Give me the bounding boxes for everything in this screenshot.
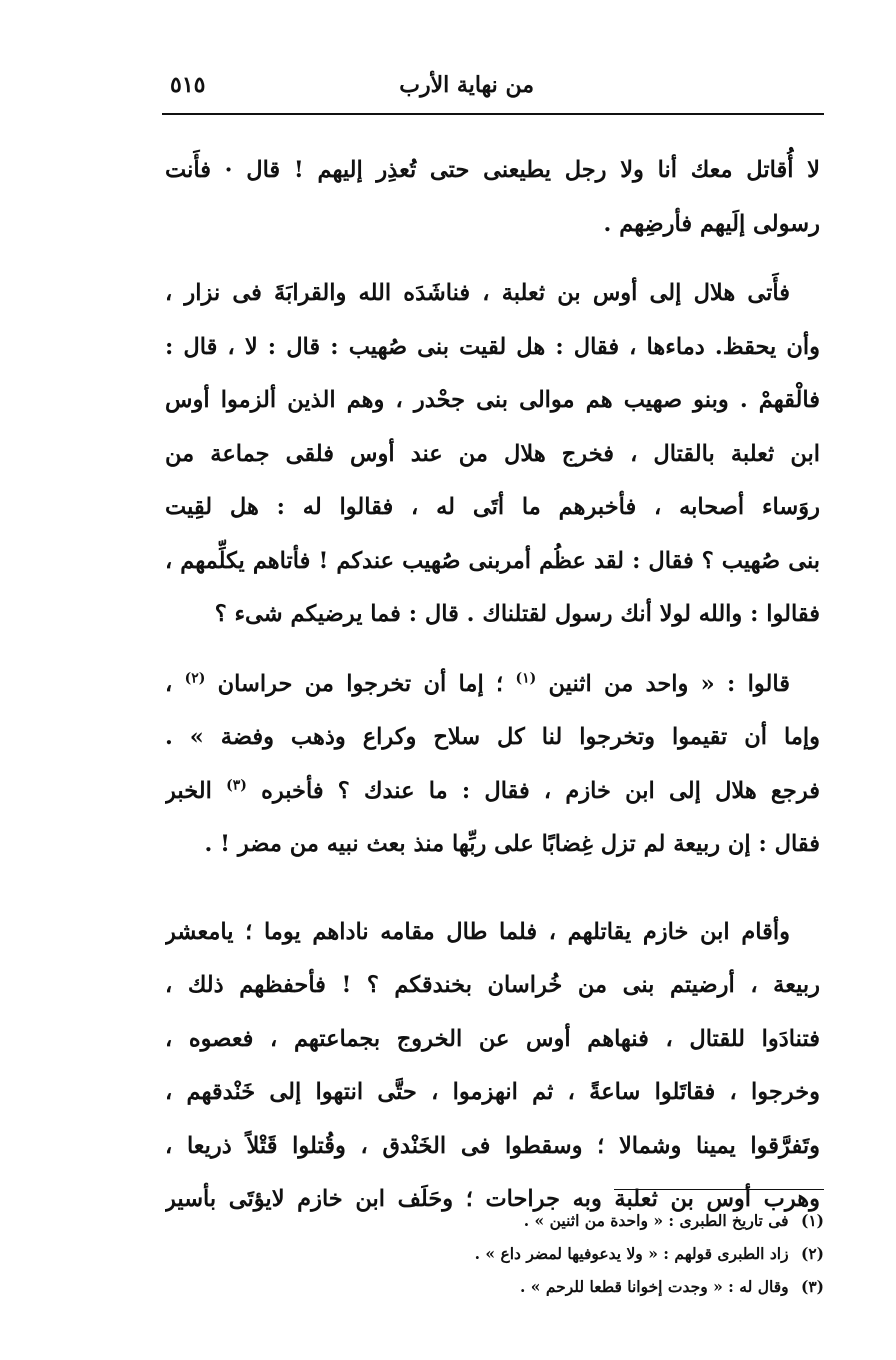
header-rule xyxy=(162,113,824,115)
text-segment: ، xyxy=(165,670,173,697)
footnote-text: فى تاريخ الطبرى : « واحدة من اثنين » . xyxy=(523,1211,789,1230)
page-header xyxy=(162,66,824,110)
text-segment: ؛ إما أن تخرجوا من حراسان xyxy=(217,670,504,697)
text-line: فقال : إن ربيعة لم تزل غِضابًا على ربِّها منذ بعث نبيه من مضر ! . xyxy=(204,831,820,857)
footnotes xyxy=(340,1204,824,1303)
footnote-ref-3: (٣) xyxy=(226,777,247,793)
text-segment: فرجع هلال إلى ابن خازم ، فقال : ما عندك ؟ فأخبره xyxy=(261,777,820,804)
text-line xyxy=(165,765,820,819)
text-line: فتنادَوا للقتال ، فنهاهم أوس عن الخروج بجماعتهم ، فعصوه ، xyxy=(165,1025,820,1052)
footnote-2 xyxy=(340,1237,824,1270)
footnote-1 xyxy=(340,1204,824,1237)
footnote-rule xyxy=(614,1189,824,1190)
running-title: من نهاية الأرب xyxy=(399,72,534,98)
text-line: فأَتى هلال إلى أوس بن ثعلبة ، فناشَدَه الله والقرابَةَ فى نزار ، xyxy=(165,280,790,306)
text-line: وتَفرَّقوا يمينا وشمالا ؛ وسقطوا فى الخَنْدق ، وقُتلوا قَتْلاً ذريعا ، xyxy=(165,1132,820,1159)
footnote-ref-2: (٢) xyxy=(184,670,206,686)
text-line: ابن ثعلبة بالقتال ، فخرج هلال من عند أوس فلقى جماعة من xyxy=(165,440,820,467)
footnote-3 xyxy=(340,1270,824,1303)
text-line: لا أُقاتل معك أنا ولا رجل يطيعنى حتى تُعذِر إليهم ! قال · فأَنت xyxy=(165,157,820,183)
text-line: وأن يحقظ. دماءها ، فقال : هل لقيت بنى صُهيب : قال : لا ، قال : xyxy=(165,333,820,360)
text-line: ربيعة ، أرضيتم بنى من خُراسان بخندقكم ؟ ! فأحفظهم ذلك ، xyxy=(165,972,820,998)
text-line: وخرجوا ، فقاتَلوا ساعةً ، ثم انهزموا ، حتَّى انتهوا إلى خَنْدقهم ، xyxy=(165,1079,820,1105)
page-number: ٥١٥ xyxy=(170,72,206,98)
main-text xyxy=(165,144,820,1227)
footnote-number: (٢) xyxy=(800,1244,824,1263)
text-line: رسولى إلَيهم فأرضِهم . xyxy=(603,210,820,237)
text-line: روَساء أصحابه ، فأخبرهم ما أتَى له ، فقالوا له : هل لقِيت xyxy=(165,494,820,520)
paragraph-1 xyxy=(165,144,820,251)
text-line: بنى صُهيب ؟ فقال : لقد عظُم أمربنى صُهيب عندكم ! فأتاهم يكلِّمهم ، xyxy=(165,547,820,574)
text-line: فالْقهمْ . وبنو صهيب هم موالى بنى جحْدر ، وهم الذين ألزموا أوس xyxy=(165,387,820,413)
footnote-ref-1: (١) xyxy=(515,670,537,686)
paragraph-4 xyxy=(165,906,820,1227)
text-line: وهرب أوس بن ثعلبة وبه جراحات ؛ وحَلَف ابن خازم لايؤتَى بأسير xyxy=(165,1186,820,1212)
paragraph-3 xyxy=(165,658,820,872)
text-segment: قالوا : « واحد من اثنين xyxy=(548,670,790,697)
text-segment: الخبر xyxy=(165,777,212,804)
footnote-text: وقال له : « وجدت إخوانا قطعا للرحم » . xyxy=(519,1277,789,1296)
text-line xyxy=(165,658,820,712)
footnote-number: (١) xyxy=(800,1211,824,1230)
footnote-number: (٣) xyxy=(800,1277,824,1296)
text-line: وإما أن تقيموا وتخرجوا لنا كل سلاح وكراع وذهب وفضة » . xyxy=(165,724,820,750)
text-line: فقالوا : والله لولا أنك رسول لقتلناك . قال : فما يرضيكم شىء ؟ xyxy=(214,601,820,627)
footnote-text: زاد الطبرى قولهم : « ولا يدعوفيها لمضر داع » . xyxy=(474,1244,789,1263)
text-line: وأقام ابن خازم يقاتلهم ، فلما طال مقامه ناداهم يوما ؛ يامعشر xyxy=(165,918,790,945)
paragraph-2 xyxy=(165,267,820,642)
